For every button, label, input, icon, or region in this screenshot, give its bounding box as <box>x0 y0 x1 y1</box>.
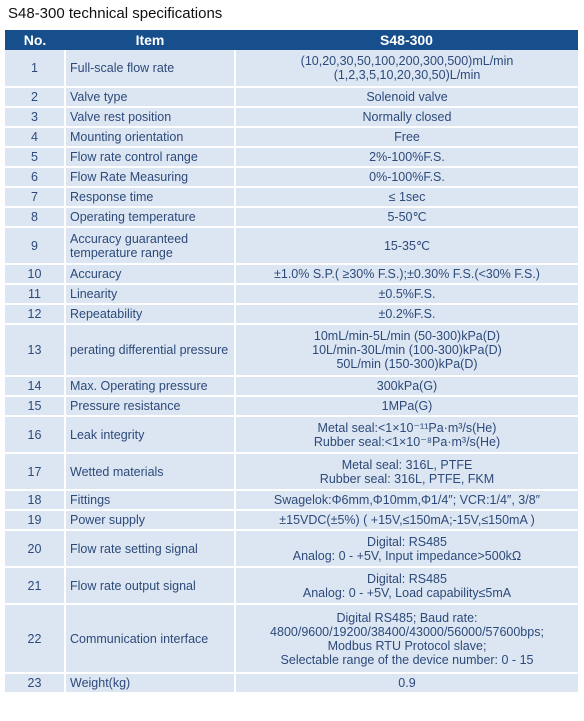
spec-line: Free <box>394 130 420 144</box>
table-row <box>5 167 578 187</box>
row-spec <box>235 304 578 324</box>
row-spec <box>235 530 578 567</box>
row-item: Valve type <box>65 87 235 107</box>
header-no: No. <box>5 30 65 50</box>
row-item: Operating temperature <box>65 207 235 227</box>
row-item: Accuracy guaranteed temperature range <box>65 227 235 264</box>
row-spec <box>235 453 578 490</box>
row-item: Weight(kg) <box>65 673 235 693</box>
spec-line: Modbus RTU Protocol slave; <box>327 638 487 653</box>
spec-line: Solenoid valve <box>366 90 448 104</box>
header-row <box>5 30 578 50</box>
spec-line: 2%-100%F.S. <box>369 150 445 164</box>
row-number: 3 <box>5 107 65 127</box>
row-item: Accuracy <box>65 264 235 284</box>
spec-line: 10L/min-30L/min (100-300)kPa(D) <box>312 343 502 357</box>
row-number: 14 <box>5 376 65 396</box>
row-number: 7 <box>5 187 65 207</box>
spec-line: Rubber seal: 316L, PTFE, FKM <box>319 471 495 486</box>
row-item: Leak integrity <box>65 416 235 453</box>
row-item: perating differential pressure <box>65 324 235 376</box>
table-row <box>5 530 578 567</box>
table-row <box>5 107 578 127</box>
spec-line: (10,20,30,50,100,200,300,500)mL/min <box>300 54 514 68</box>
spec-line: 1MPa(G) <box>381 399 433 413</box>
row-spec <box>235 490 578 510</box>
row-number: 13 <box>5 324 65 376</box>
row-item: Fittings <box>65 490 235 510</box>
row-spec <box>235 207 578 227</box>
row-number: 5 <box>5 147 65 167</box>
spec-table <box>5 30 578 694</box>
table-row <box>5 673 578 693</box>
spec-line: Digital: RS485 <box>367 571 447 586</box>
row-spec <box>235 376 578 396</box>
spec-line: Analog: 0 - +5V, Input impedance>500kΩ <box>292 548 522 563</box>
row-number: 21 <box>5 567 65 604</box>
row-item: Full-scale flow rate <box>65 50 235 87</box>
row-spec <box>235 510 578 530</box>
spec-line: Selectable range of the device number: 0 - 15 <box>280 652 534 667</box>
spec-line: ≤ 1sec <box>388 190 426 204</box>
row-number: 17 <box>5 453 65 490</box>
row-item: Valve rest position <box>65 107 235 127</box>
row-number: 12 <box>5 304 65 324</box>
table-row <box>5 284 578 304</box>
row-spec <box>235 167 578 187</box>
row-item: Linearity <box>65 284 235 304</box>
spec-line: Rubber seal:<1×10⁻⁸Pa·m³/s(He) <box>313 434 501 449</box>
header-item: Item <box>65 30 235 50</box>
row-spec <box>235 127 578 147</box>
row-spec <box>235 187 578 207</box>
table-row <box>5 567 578 604</box>
row-number: 6 <box>5 167 65 187</box>
spec-line: ±15VDC(±5%) ( +15V,≤150mA;-15V,≤150mA ) <box>279 513 535 527</box>
row-number: 1 <box>5 50 65 87</box>
table-row <box>5 207 578 227</box>
table-row <box>5 510 578 530</box>
row-spec <box>235 264 578 284</box>
spec-line: 5-50℃ <box>387 210 427 224</box>
row-number: 18 <box>5 490 65 510</box>
row-spec <box>235 147 578 167</box>
row-number: 15 <box>5 396 65 416</box>
row-item: Flow rate setting signal <box>65 530 235 567</box>
row-item: Wetted materials <box>65 453 235 490</box>
row-spec <box>235 604 578 673</box>
table-row <box>5 304 578 324</box>
row-number: 19 <box>5 510 65 530</box>
row-spec <box>235 227 578 264</box>
spec-line: ±0.2%F.S. <box>378 307 436 321</box>
table-row <box>5 264 578 284</box>
table-row <box>5 490 578 510</box>
row-item: Flow rate control range <box>65 147 235 167</box>
row-item: Flow rate output signal <box>65 567 235 604</box>
row-number: 9 <box>5 227 65 264</box>
row-spec <box>235 50 578 87</box>
row-spec <box>235 107 578 127</box>
spec-line: Swagelok:Φ6mm,Φ10mm,Φ1/4″; VCR:1/4″, 3/8″ <box>273 493 541 507</box>
table-row <box>5 127 578 147</box>
spec-line: ±1.0% S.P.( ≥30% F.S.);±0.30% F.S.(<30% F.S.) <box>274 267 540 281</box>
row-item: Flow Rate Measuring <box>65 167 235 187</box>
table-row <box>5 396 578 416</box>
row-number: 16 <box>5 416 65 453</box>
row-item: Pressure resistance <box>65 396 235 416</box>
spec-line: 300kPa(G) <box>376 379 438 393</box>
spec-line: Metal seal:<1×10⁻¹¹Pa·m³/s(He) <box>317 420 497 435</box>
spec-line: Normally closed <box>362 110 452 124</box>
row-number: 23 <box>5 673 65 693</box>
spec-line: 0.9 <box>398 676 416 690</box>
spec-line: 4800/9600/19200/38400/43000/56000/57600bps; <box>270 624 544 639</box>
row-item: Repeatability <box>65 304 235 324</box>
spec-line: Analog: 0 - +5V, Load capability≤5mA <box>302 585 512 600</box>
spec-line: 10mL/min-5L/min (50-300)kPa(D) <box>313 329 501 343</box>
row-number: 22 <box>5 604 65 673</box>
row-number: 4 <box>5 127 65 147</box>
header-model: S48-300 <box>235 30 578 50</box>
spec-line: 50L/min (150-300)kPa(D) <box>336 357 478 371</box>
row-number: 8 <box>5 207 65 227</box>
row-number: 2 <box>5 87 65 107</box>
spec-line: Digital RS485; Baud rate: <box>336 610 478 625</box>
row-number: 20 <box>5 530 65 567</box>
table-row <box>5 227 578 264</box>
row-number: 11 <box>5 284 65 304</box>
table-row <box>5 50 578 87</box>
row-spec <box>235 324 578 376</box>
table-row <box>5 604 578 673</box>
table-row <box>5 87 578 107</box>
table-row <box>5 324 578 376</box>
row-spec <box>235 416 578 453</box>
row-item: Max. Operating pressure <box>65 376 235 396</box>
row-spec <box>235 567 578 604</box>
table-row <box>5 376 578 396</box>
row-item: Communication interface <box>65 604 235 673</box>
spec-line: 0%-100%F.S. <box>369 170 445 184</box>
spec-line: ±0.5%F.S. <box>378 287 436 301</box>
row-spec <box>235 87 578 107</box>
spec-line: Digital: RS485 <box>367 534 447 549</box>
table-row <box>5 416 578 453</box>
spec-line: (1,2,3,5,10,20,30,50)L/min <box>333 68 481 82</box>
table-row <box>5 453 578 490</box>
table-row <box>5 187 578 207</box>
row-item: Power supply <box>65 510 235 530</box>
row-spec <box>235 673 578 693</box>
row-number: 10 <box>5 264 65 284</box>
row-item: Mounting orientation <box>65 127 235 147</box>
row-spec <box>235 396 578 416</box>
spec-line: Metal seal: 316L, PTFE <box>341 457 473 472</box>
row-item: Response time <box>65 187 235 207</box>
row-spec <box>235 284 578 304</box>
spec-line: 15-35℃ <box>383 238 430 253</box>
page-title: S48-300 technical specifications <box>8 5 223 22</box>
table-row <box>5 147 578 167</box>
